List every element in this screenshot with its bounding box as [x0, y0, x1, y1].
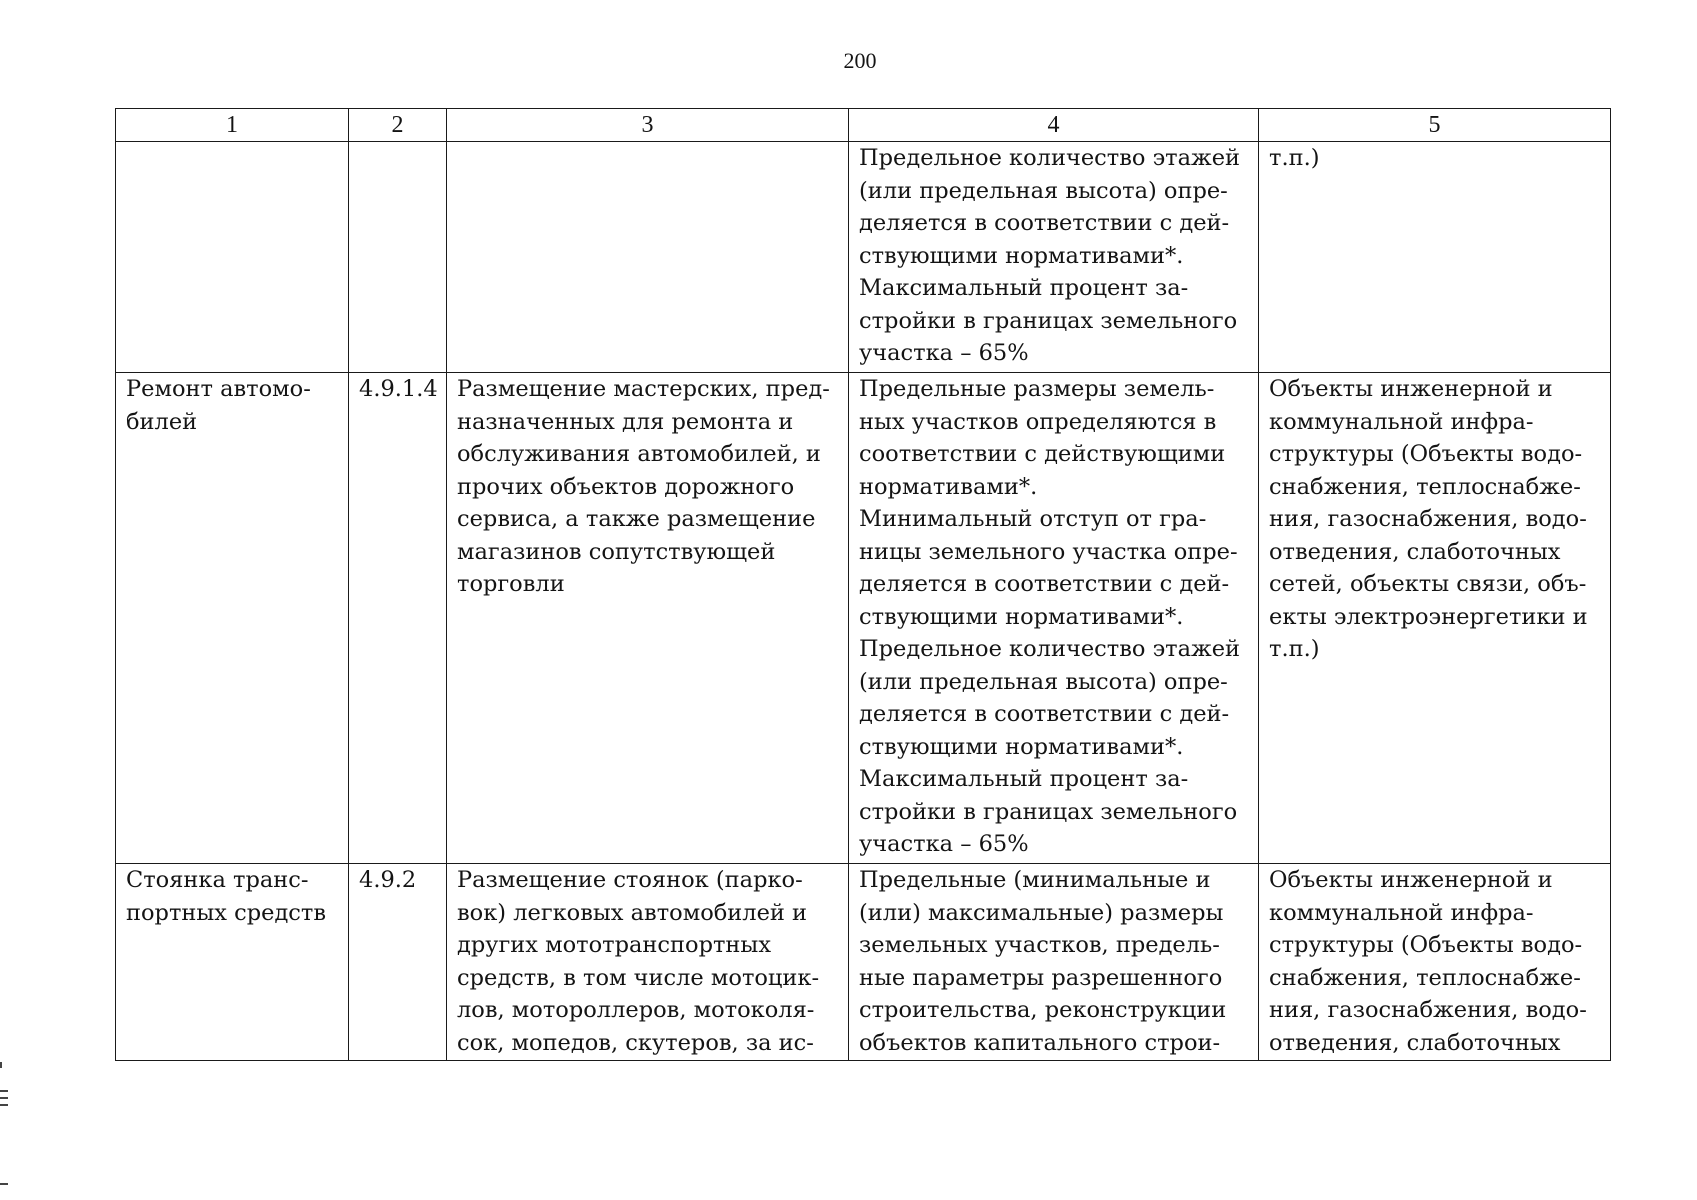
use-code: 4.9.1.4	[359, 376, 438, 402]
land-use-table	[115, 108, 1611, 1061]
parameters-cell	[849, 864, 1259, 1061]
column-header-4: 4	[849, 109, 1259, 142]
use-code-cell	[349, 142, 447, 373]
use-name: Стоянка транс- портных средств	[126, 867, 327, 926]
auxiliary-uses-cell	[1259, 373, 1611, 864]
use-name: Ремонт автомо- билей	[126, 376, 311, 435]
auxiliary-uses-cell	[1259, 864, 1611, 1061]
use-description: Размещение мастерских, пред- назначенных для ремонта и обслуживания автомобилей, и прочих объектов дорожного сервиса, а также размещение магазинов сопутствующей торговли	[457, 376, 830, 597]
use-name-cell	[116, 373, 349, 864]
scan-margin-mark	[0, 1097, 8, 1099]
use-description: Размещение стоянок (парко- вок) легковых автомобилей и других мототранспортных средств, в том числе мотоцик- лов, мотороллеров, мотоколя- сок, мопедов, скутеров, за ис-	[457, 867, 820, 1056]
use-description-cell	[447, 373, 849, 864]
use-description-cell	[447, 864, 849, 1061]
parameters-text: Предельные (минимальные и (или) максимальные) размеры земельных участков, предель- ные параметры разрешенного строительства, реконструкции объектов капитального строи-	[859, 867, 1227, 1056]
scan-margin-mark	[0, 1062, 2, 1068]
column-header-3: 3	[447, 109, 849, 142]
header-row	[116, 109, 1611, 142]
column-header-2: 2	[349, 109, 447, 142]
use-description-cell	[447, 142, 849, 373]
auxiliary-uses-text: Объекты инженерной и коммунальной инфра- структуры (Объекты водо- снабжения, теплоснабже- ния, газоснабжения, водо- отведения, слаботочных сетей, объекты связи, объ- екты электроэнергетики и т.п.)	[1269, 376, 1588, 662]
table-header	[116, 109, 1611, 142]
auxiliary-uses-cell	[1259, 142, 1611, 373]
parameters-cell	[849, 142, 1259, 373]
table-row	[116, 864, 1611, 1061]
parameters-text: Предельное количество этажей (или предельная высота) опре- деляется в соответствии с дей- ствующими нормативами*. Максимальный процент за- стройки в границах земельного участка – 65%	[859, 145, 1241, 366]
auxiliary-uses-text: Объекты инженерной и коммунальной инфра- структуры (Объекты водо- снабжения, теплоснабже- ния, газоснабжения, водо- отведения, слаботочных	[1269, 867, 1587, 1056]
auxiliary-uses-text: т.п.)	[1269, 145, 1320, 171]
scan-margin-mark	[0, 1183, 8, 1185]
column-header-1: 1	[116, 109, 349, 142]
use-code-cell	[349, 373, 447, 864]
scan-margin-mark	[0, 1104, 8, 1106]
page-number: 200	[843, 48, 877, 73]
column-header-5: 5	[1259, 109, 1611, 142]
use-code-cell	[349, 864, 447, 1061]
use-code: 4.9.2	[359, 867, 417, 893]
table-row	[116, 373, 1611, 864]
parameters-text: Предельные размеры земель- ных участков определяются в соответствии с действующими нормативами*. Минимальный отступ от гра- ницы земельного участка опре- деляется в соответствии с дей- ствующими нормативами*. Предельное количество этажей (или предельная высота) опре- деляется в соответствии с дей- ствующими нормативами*. Максимальный процент за- стройки в границах земельного участка – 65%	[859, 376, 1241, 857]
use-name-cell	[116, 142, 349, 373]
scan-margin-mark	[0, 1090, 8, 1092]
table-row	[116, 142, 1611, 373]
parameters-cell	[849, 373, 1259, 864]
use-name-cell	[116, 864, 349, 1061]
